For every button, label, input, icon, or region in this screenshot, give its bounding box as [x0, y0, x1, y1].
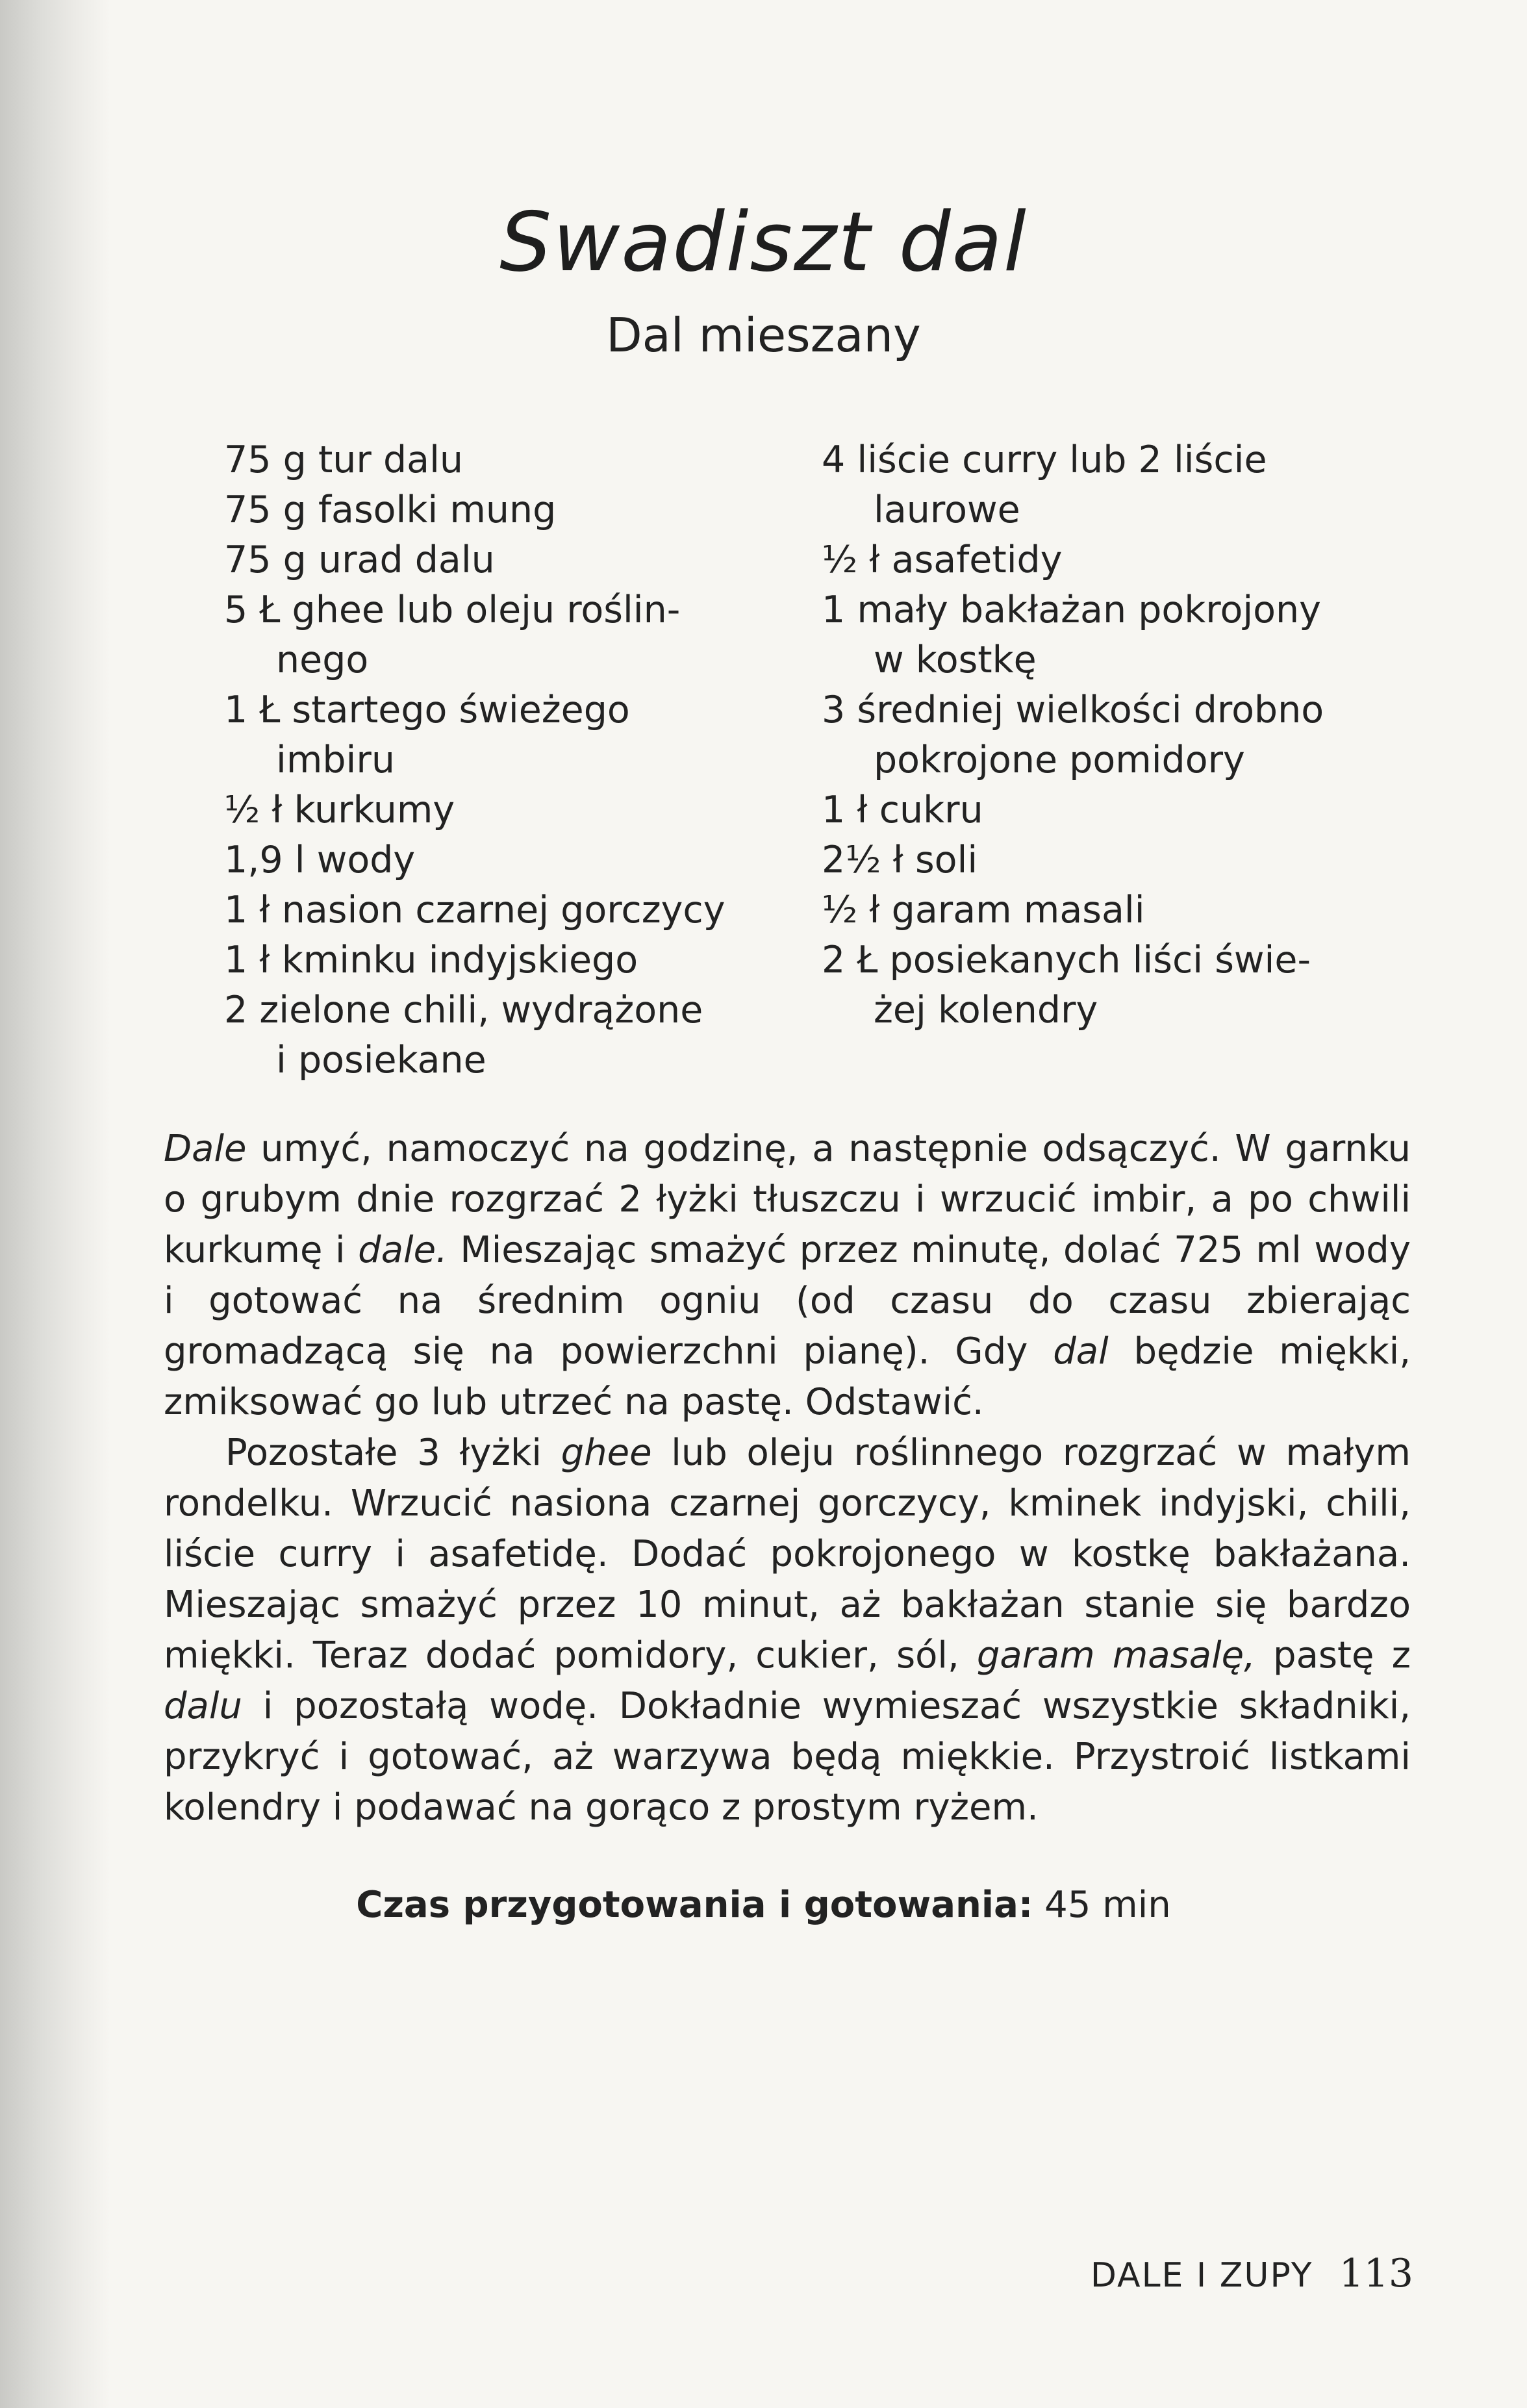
- ingredient-line: ½ ł kurkumy: [224, 789, 455, 831]
- ingredient-line-continued: i posiekane: [276, 1039, 486, 1082]
- italic-term: ghee: [561, 1432, 652, 1474]
- page-footer: [1091, 2251, 1413, 2296]
- ingredient-line: 2 zielone chili, wydrążone: [224, 989, 703, 1032]
- recipe-subtitle: Dal mieszany: [606, 308, 921, 362]
- ingredient-line: 2½ ł soli: [822, 839, 978, 881]
- instructions-paragraph-1: [164, 1124, 1411, 1428]
- ingredients-right-column: [822, 435, 1324, 1035]
- ingredient-line: 75 g tur dalu: [224, 438, 464, 481]
- paragraph-text: i pozostałą wodę. Dokładnie wymieszać wszystkie składniki, przykryć i gotować, aż warzywa będą miękkie. Przystroić listkami kolendry i podawać na gorąco z prostym ryżem.: [164, 1685, 1411, 1829]
- ingredient-line-continued: laurowe: [874, 488, 1020, 531]
- ingredient-line: 3 średniej wielkości drobno: [822, 689, 1324, 731]
- paragraph-text: umyć, namoczyć na godzinę, a następnie odsączyć. W garnku o grubym dnie rozgrzać 2 łyżki tłuszczu i wrzucić imbir, a po chwili kurkumę i: [164, 1128, 1411, 1271]
- ingredient-line-continued: imbiru: [276, 739, 395, 781]
- ingredient-line: ½ ł asafetidy: [822, 539, 1063, 581]
- ingredients-left-column: [224, 435, 725, 1085]
- ingredient-line: 1 mały bakłażan pokrojony: [822, 589, 1321, 631]
- ingredient-line: 1,9 l wody: [224, 839, 416, 881]
- recipe-instructions: [164, 1124, 1411, 1833]
- italic-term: dal: [1053, 1330, 1109, 1373]
- italic-term: Dale: [164, 1128, 247, 1170]
- instructions-paragraph-2: [164, 1428, 1411, 1833]
- ingredient-line: 75 g fasolki mung: [224, 488, 557, 531]
- prep-time: [0, 1884, 1527, 1926]
- paragraph-text: będzie miękki, zmiksować go lub utrzeć na pastę. Odstawić.: [164, 1330, 1411, 1423]
- paragraph-text: Pozostałe 3 łyżki: [225, 1432, 561, 1474]
- prep-time-value: 45 min: [1044, 1884, 1171, 1926]
- ingredient-line: 4 liście curry lub 2 liście: [822, 438, 1267, 481]
- section-name: DALE I ZUPY: [1090, 2256, 1313, 2295]
- ingredient-line: 75 g urad dalu: [224, 539, 495, 581]
- paragraph-text: Mieszając smażyć przez minutę, dolać 725 ml wody i gotować na średnim ogniu (od czasu do czasu zbierając gromadzącą się na powierzchni pianę). Gdy: [164, 1229, 1411, 1373]
- ingredient-line: 1 ł cukru: [822, 789, 983, 831]
- ingredient-line: ½ ł garam masali: [822, 889, 1145, 932]
- ingredient-line: 1 ł nasion czarnej gorczycy: [224, 889, 726, 932]
- page-number: 113: [1339, 2251, 1413, 2296]
- italic-term: dalu: [164, 1685, 242, 1727]
- ingredient-line: 2 Ł posiekanych liści świe-: [822, 939, 1311, 982]
- ingredient-line: 1 Ł startego świeżego: [224, 689, 630, 731]
- prep-time-label: Czas przygotowania i gotowania:: [356, 1884, 1033, 1926]
- ingredient-line: 1 ł kminku indyjskiego: [224, 939, 638, 982]
- italic-term: garam masalę,: [976, 1634, 1256, 1677]
- paragraph-text: pastę z: [1255, 1634, 1411, 1677]
- paragraph-text: lub oleju roślinnego rozgrzać w małym rondelku. Wrzucić nasiona czarnej gorczycy, kminek indyjski, chili, liście curry i asafetidę. Dodać pokrojonego w kostkę bakłażana. Mieszając smażyć przez 10 minut, aż bakłażan stanie się bardzo miękki. Teraz dodać pomidory, cukier, sól,: [164, 1432, 1411, 1677]
- ingredient-line-continued: nego: [276, 639, 369, 681]
- ingredient-line-continued: żej kolendry: [874, 989, 1098, 1032]
- ingredient-line-continued: pokrojone pomidory: [874, 739, 1245, 781]
- recipe-title: Swadiszt dal: [499, 194, 1028, 290]
- ingredient-line: 5 Ł ghee lub oleju roślin-: [224, 589, 681, 631]
- ingredient-line-continued: w kostkę: [874, 639, 1037, 681]
- page-binding-shadow: [0, 0, 110, 2408]
- italic-term: dale.: [358, 1229, 448, 1271]
